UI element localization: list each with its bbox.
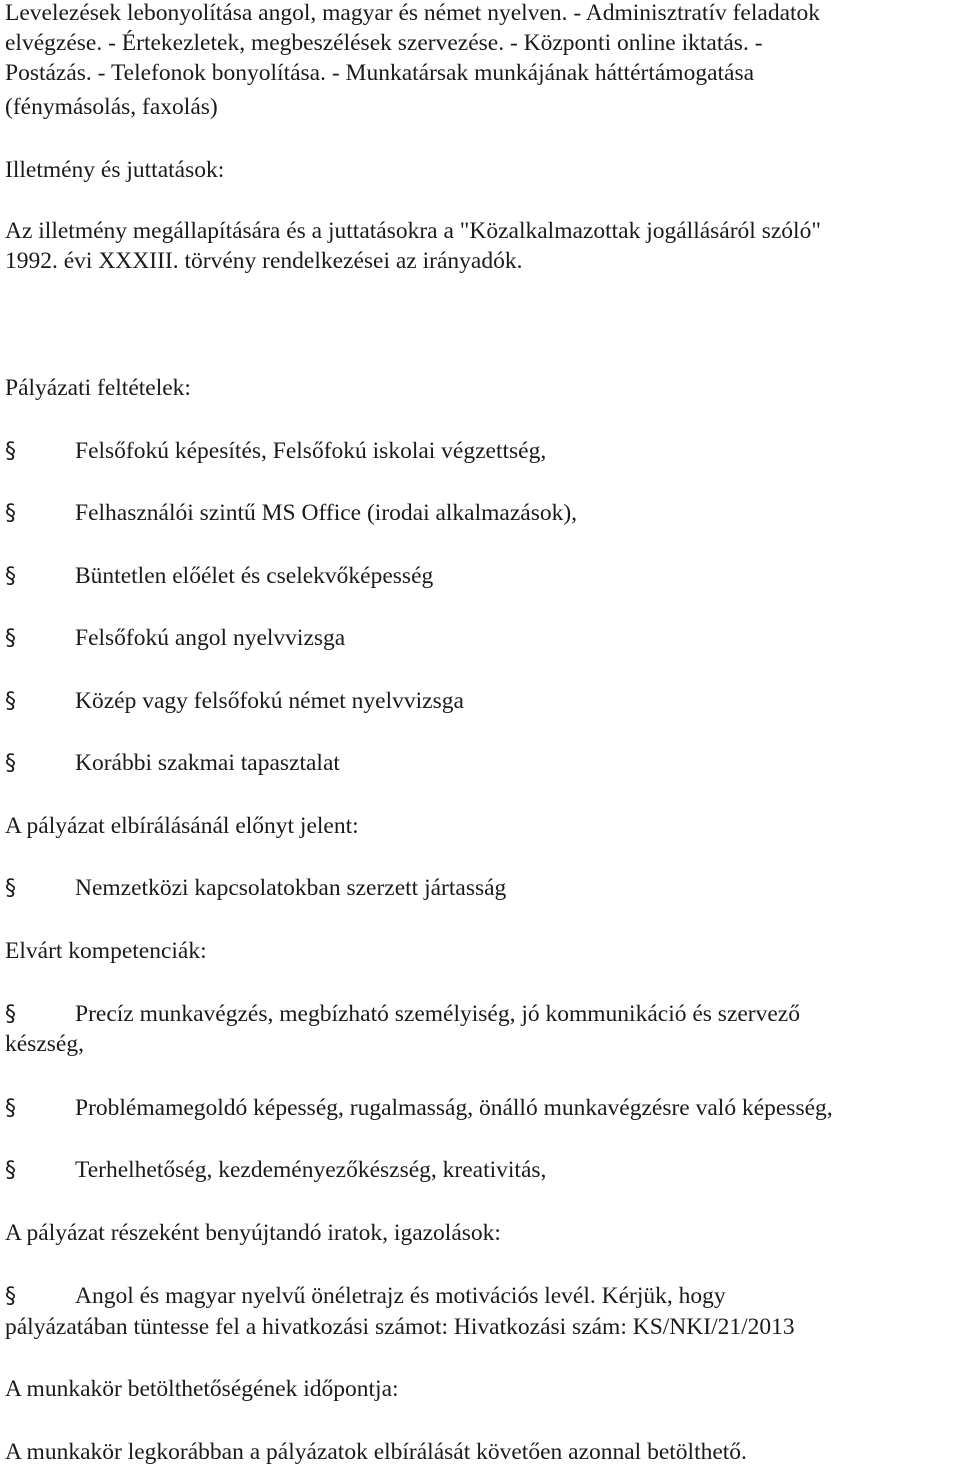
condition-text: Felsőfokú képesítés, Felsőfokú iskolai végzettség,: [75, 438, 547, 464]
salary-line-1: Az illetmény megállapítására és a juttatásokra a "Közalkalmazottak jogállásáról szóló": [5, 218, 821, 244]
condition-item: [5, 623, 345, 654]
competency-text: Precíz munkavégzés, megbízható személyiség, jó kommunikáció és szervező: [75, 1001, 800, 1027]
section-bullet-icon: §: [5, 501, 16, 526]
document-text-continued: pályázatában tüntesse fel a hivatkozási számot: Hivatkozási szám: KS/NKI/21/2013: [5, 1314, 795, 1340]
advantage-item: [5, 873, 506, 904]
competency-item: [5, 1155, 546, 1186]
section-bullet-icon: §: [5, 876, 16, 901]
condition-text: Felsőfokú angol nyelvvizsga: [75, 625, 346, 651]
start-heading: A munkakör betölthetőségének időpontja:: [5, 1376, 399, 1402]
section-bullet-icon: §: [5, 1158, 16, 1183]
condition-item: [5, 498, 577, 529]
competencies-heading: Elvárt kompetenciák:: [5, 938, 207, 964]
salary-heading: Illetmény és juttatások:: [5, 157, 225, 183]
intro-line-1: Levelezések lebonyolítása angol, magyar és német nyelven. - Adminisztratív feladatok: [5, 0, 821, 26]
section-bullet-icon: §: [5, 439, 16, 464]
intro-line-4: (fénymásolás, faxolás): [5, 94, 218, 120]
advantage-heading: A pályázat elbírálásánál előnyt jelent:: [5, 813, 359, 839]
section-bullet-icon: §: [5, 564, 16, 589]
condition-text: Közép vagy felsőfokú német nyelvvizsga: [75, 688, 464, 714]
condition-text: Felhasználói szintű MS Office (irodai alkalmazások),: [75, 500, 578, 526]
section-bullet-icon: §: [5, 1002, 16, 1027]
intro-line-2: elvégzése. - Értekezletek, megbeszélések szervezése. - Központi online iktatás. -: [5, 30, 763, 56]
condition-item: [5, 436, 546, 467]
document-text: Angol és magyar nyelvű önéletrajz és motivációs levél. Kérjük, hogy: [75, 1283, 726, 1309]
section-bullet-icon: §: [5, 1096, 16, 1121]
section-bullet-icon: §: [5, 626, 16, 651]
condition-text: Korábbi szakmai tapasztalat: [75, 750, 340, 776]
section-bullet-icon: §: [5, 751, 16, 776]
start-text: A munkakör legkorábban a pályázatok elbírálását követően azonnal betölthető.: [5, 1439, 747, 1465]
competency-text-continued: készség,: [5, 1031, 84, 1057]
intro-line-3: Postázás. - Telefonok bonyolítása. - Munkatársak munkájának háttértámogatása: [5, 60, 755, 86]
condition-item: [5, 686, 464, 717]
condition-text: Büntetlen előélet és cselekvőképesség: [75, 563, 434, 589]
section-bullet-icon: §: [5, 689, 16, 714]
document-item: [5, 1281, 726, 1312]
section-bullet-icon: §: [5, 1284, 16, 1309]
competency-item: [5, 999, 800, 1030]
competency-text: Problémamegoldó képesség, rugalmasság, önálló munkavégzésre való képesség,: [75, 1095, 833, 1121]
condition-item: [5, 561, 433, 592]
competency-item: [5, 1093, 833, 1124]
salary-line-2: 1992. évi XXXIII. törvény rendelkezései az irányadók.: [5, 248, 523, 274]
competency-text: Terhelhetőség, kezdeményezőkészség, kreativitás,: [75, 1157, 547, 1183]
documents-heading: A pályázat részeként benyújtandó iratok, igazolások:: [5, 1220, 501, 1246]
conditions-heading: Pályázati feltételek:: [5, 375, 191, 401]
advantage-text: Nemzetközi kapcsolatokban szerzett jártasság: [75, 875, 507, 901]
condition-item: [5, 748, 340, 779]
